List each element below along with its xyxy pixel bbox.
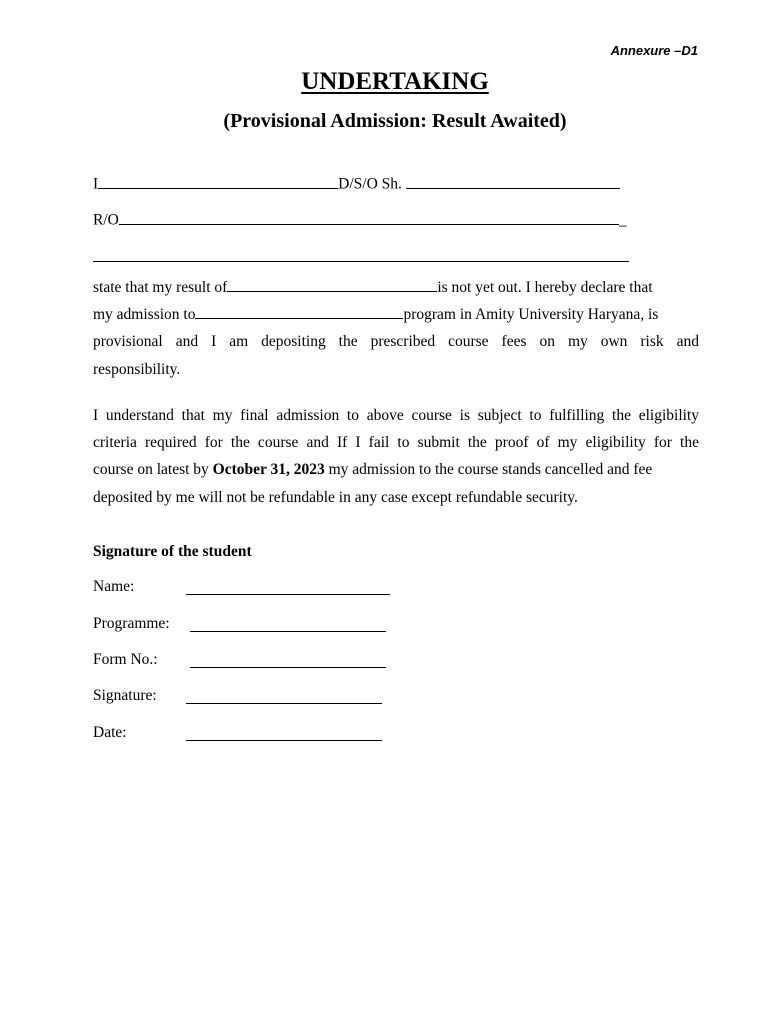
result-of-blank[interactable] xyxy=(227,276,437,293)
name-label: Name: xyxy=(93,578,135,595)
date-label: Date: xyxy=(93,724,127,741)
name-parent-line xyxy=(93,172,620,194)
understanding-paragraph xyxy=(93,402,699,511)
signature-label: Signature: xyxy=(93,687,157,704)
programme-field xyxy=(93,615,170,633)
paragraph2-row1: I understand that my final admission to above course is subject to fulfilling the eligibility xyxy=(93,407,699,424)
parent-name-blank[interactable] xyxy=(406,172,620,189)
date-field xyxy=(93,724,127,742)
signature-heading: Signature of the student xyxy=(93,543,252,560)
signature-blank[interactable] xyxy=(186,702,382,704)
form-no-label: Form No.: xyxy=(93,651,158,668)
name-field xyxy=(93,578,134,596)
deadline-date: October 31, 2023 xyxy=(212,461,325,479)
declaration-paragraph xyxy=(93,274,699,383)
paragraph1-row3: provisional and I am depositing the prescribed course fees on my own risk and xyxy=(93,333,699,351)
dso-label: D/S/O Sh. xyxy=(338,175,402,193)
ro-trail: _ xyxy=(618,211,627,229)
annexure-label: Annexure –D1 xyxy=(610,43,698,58)
page-title: UNDERTAKING xyxy=(301,68,489,95)
date-blank[interactable] xyxy=(186,739,382,741)
residence-continuation-line xyxy=(93,245,629,267)
residence-line xyxy=(93,208,627,230)
programme-blank[interactable] xyxy=(190,630,386,632)
i-label: I xyxy=(93,175,99,193)
paragraph2-row2: criteria required for the course and If I fail to submit the proof of my eligibility for the xyxy=(93,434,699,452)
name-blank[interactable] xyxy=(186,593,390,595)
paragraph1-row1: state that my result of is not yet out. I hereby declare that xyxy=(93,274,699,301)
page-subtitle: (Provisional Admission: Result Awaited) xyxy=(223,110,567,132)
paragraph2-row4: deposited by me will not be refundable in any case except refundable security. xyxy=(93,488,578,506)
paragraph1-row4: responsibility. xyxy=(93,360,181,378)
form-no-field xyxy=(93,651,158,669)
programme-label: Programme: xyxy=(93,615,170,632)
signature-field xyxy=(93,687,157,705)
paragraph2-row3: course on latest by October 31, 2023 my admission to the course stands cancelled and fee xyxy=(93,461,653,479)
form-no-blank[interactable] xyxy=(190,666,386,668)
paragraph1-row2: my admission to program in Amity University Haryana, is xyxy=(93,301,699,328)
ro-label: R/O xyxy=(93,211,119,229)
student-name-blank[interactable] xyxy=(98,172,338,189)
residence-continuation-blank[interactable] xyxy=(93,245,629,262)
residence-blank[interactable] xyxy=(119,208,619,225)
admission-to-blank[interactable] xyxy=(195,303,403,320)
